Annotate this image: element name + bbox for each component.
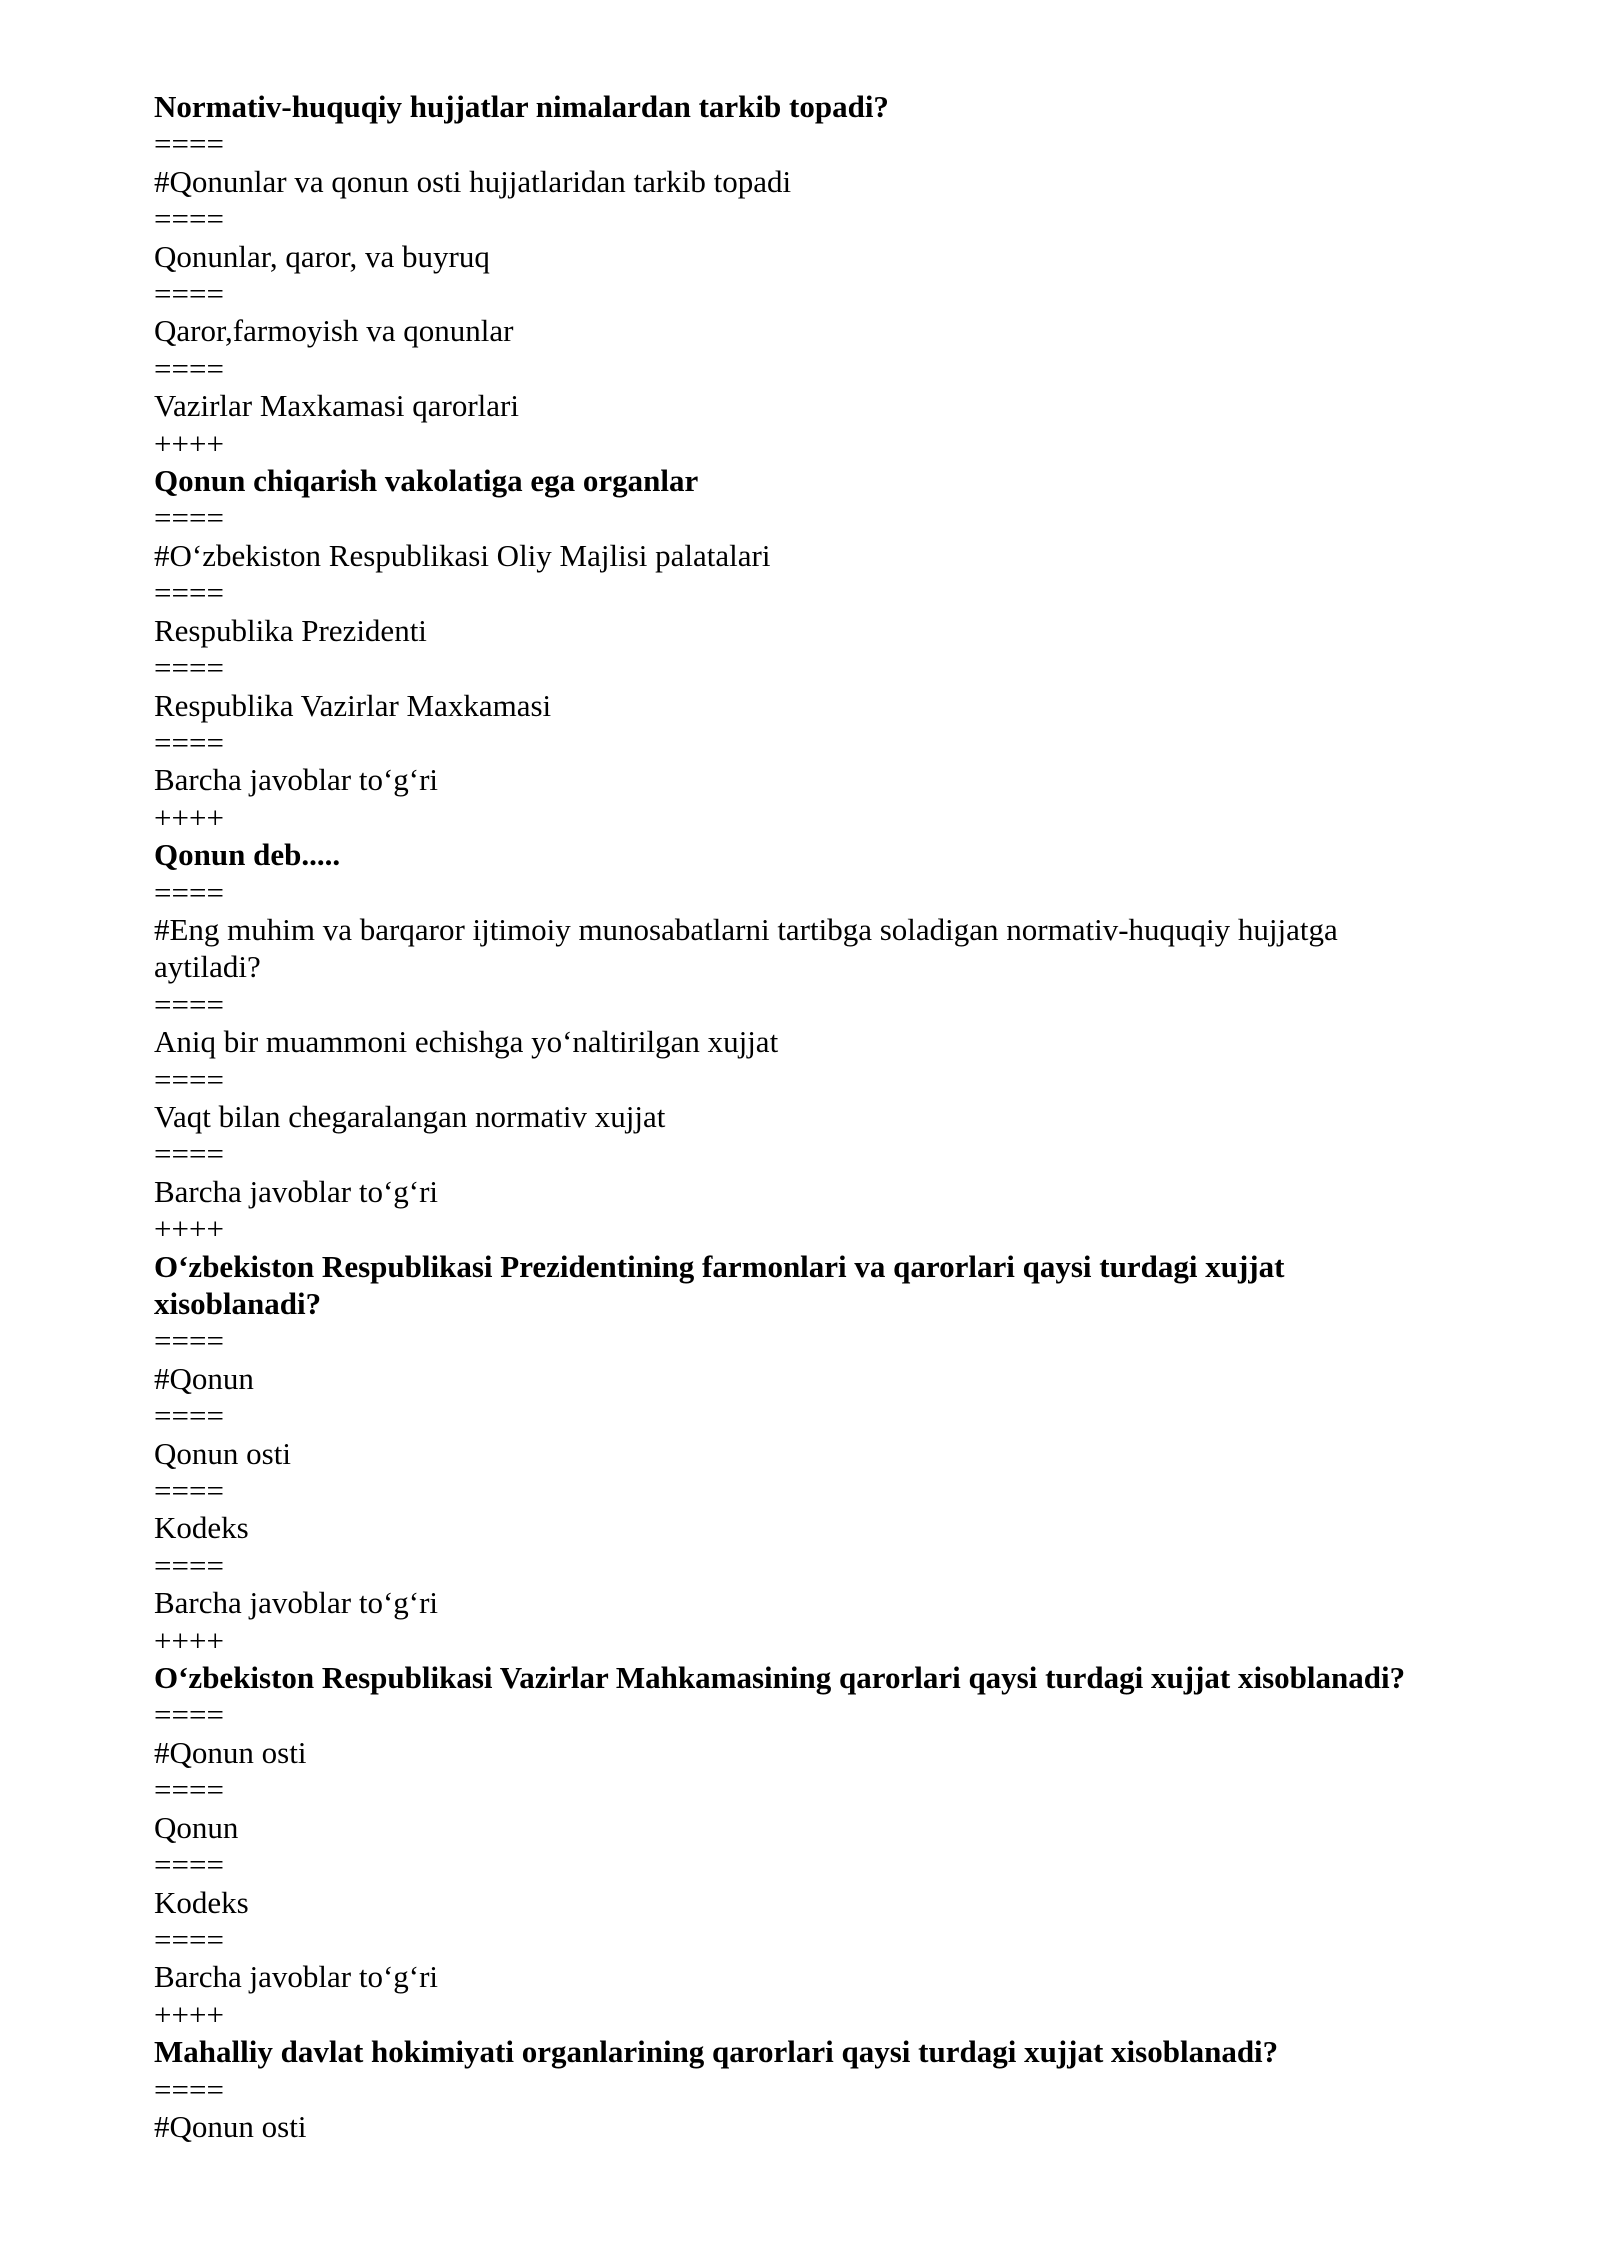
question-text: Qonun deb..... <box>154 837 341 873</box>
answer-separator: ==== <box>154 500 224 536</box>
question-text: Mahalliy davlat hokimiyati organlarining qarorlari qaysi turdagi xujjat xisoblanadi? <box>154 2034 1279 2070</box>
answer-separator: ==== <box>154 650 224 686</box>
correct-answer-option: #O‘zbekiston Respublikasi Oliy Majlisi palatalari <box>154 537 771 573</box>
answer-separator: ==== <box>154 575 224 611</box>
answer-option: Vaqt bilan chegaralangan normativ xujjat <box>154 1098 666 1134</box>
answer-separator: ==== <box>154 874 224 910</box>
question-separator: ++++ <box>154 1996 224 2032</box>
answer-option: Barcha javoblar to‘g‘ri <box>154 1959 439 1995</box>
question-separator: ++++ <box>154 1622 224 1658</box>
answer-separator: ==== <box>154 350 224 386</box>
answer-separator: ==== <box>154 1697 224 1733</box>
question-text: Normativ-huquqiy hujjatlar nimalardan tarkib topadi? <box>154 89 889 124</box>
question-separator: ++++ <box>154 425 224 461</box>
answer-separator: ==== <box>154 1136 224 1172</box>
correct-answer-option: #Eng muhim va barqaror ijtimoiy munosabatlarni tartibga soladigan normativ-huquqiy hujjatga aytiladi? <box>154 911 1338 985</box>
answer-option: Qonun <box>154 1809 239 1845</box>
document-page <box>154 88 1424 2145</box>
answer-option: Barcha javoblar to‘g‘ri <box>154 762 439 798</box>
question-separator: ++++ <box>154 799 224 835</box>
answer-option: Barcha javoblar to‘g‘ri <box>154 1173 439 1209</box>
answer-option: Qonunlar, qaror, va buyruq <box>154 238 490 274</box>
answer-option: Kodeks <box>154 1884 249 1920</box>
question-text: O‘zbekiston Respublikasi Vazirlar Mahkamasining qarorlari qaysi turdagi xujjat xisoblanadi? <box>154 1660 1406 1696</box>
question-text: O‘zbekiston Respublikasi Prezidentining farmonlari va qarorlari qaysi turdagi xujjat xisoblanadi? <box>154 1248 1285 1321</box>
correct-answer-option: #Qonun osti <box>154 2108 307 2144</box>
answer-option: Respublika Vazirlar Maxkamasi <box>154 687 552 723</box>
question-text: Qonun chiqarish vakolatiga ega organlar <box>154 463 699 499</box>
answer-option: Qaror,farmoyish va qonunlar <box>154 313 514 349</box>
answer-option: Qonun osti <box>154 1435 291 1471</box>
correct-answer-option: #Qonun osti <box>154 1734 307 1770</box>
question-separator: ++++ <box>154 1211 224 1247</box>
answer-separator: ==== <box>154 724 224 760</box>
answer-separator: ==== <box>154 1061 224 1097</box>
answer-option: Vazirlar Maxkamasi qarorlari <box>154 388 519 424</box>
answer-option: Barcha javoblar to‘g‘ri <box>154 1585 439 1621</box>
correct-answer-option: #Qonunlar va qonun osti hujjatlaridan tarkib topadi <box>154 163 792 199</box>
answer-separator: ==== <box>154 1847 224 1883</box>
answer-separator: ==== <box>154 126 224 162</box>
answer-separator: ==== <box>154 201 224 237</box>
answer-separator: ==== <box>154 2071 224 2107</box>
answer-separator: ==== <box>154 1323 224 1359</box>
answer-option: Aniq bir muammoni echishga yo‘naltirilgan xujjat <box>154 1024 779 1060</box>
answer-separator: ==== <box>154 1772 224 1808</box>
answer-separator: ==== <box>154 276 224 312</box>
correct-answer-option: #Qonun <box>154 1360 254 1396</box>
answer-separator: ==== <box>154 1921 224 1957</box>
answer-separator: ==== <box>154 1398 224 1434</box>
answer-option: Respublika Prezidenti <box>154 612 427 648</box>
answer-separator: ==== <box>154 1547 224 1583</box>
answer-option: Kodeks <box>154 1510 249 1546</box>
answer-separator: ==== <box>154 1473 224 1509</box>
answer-separator: ==== <box>154 986 224 1022</box>
